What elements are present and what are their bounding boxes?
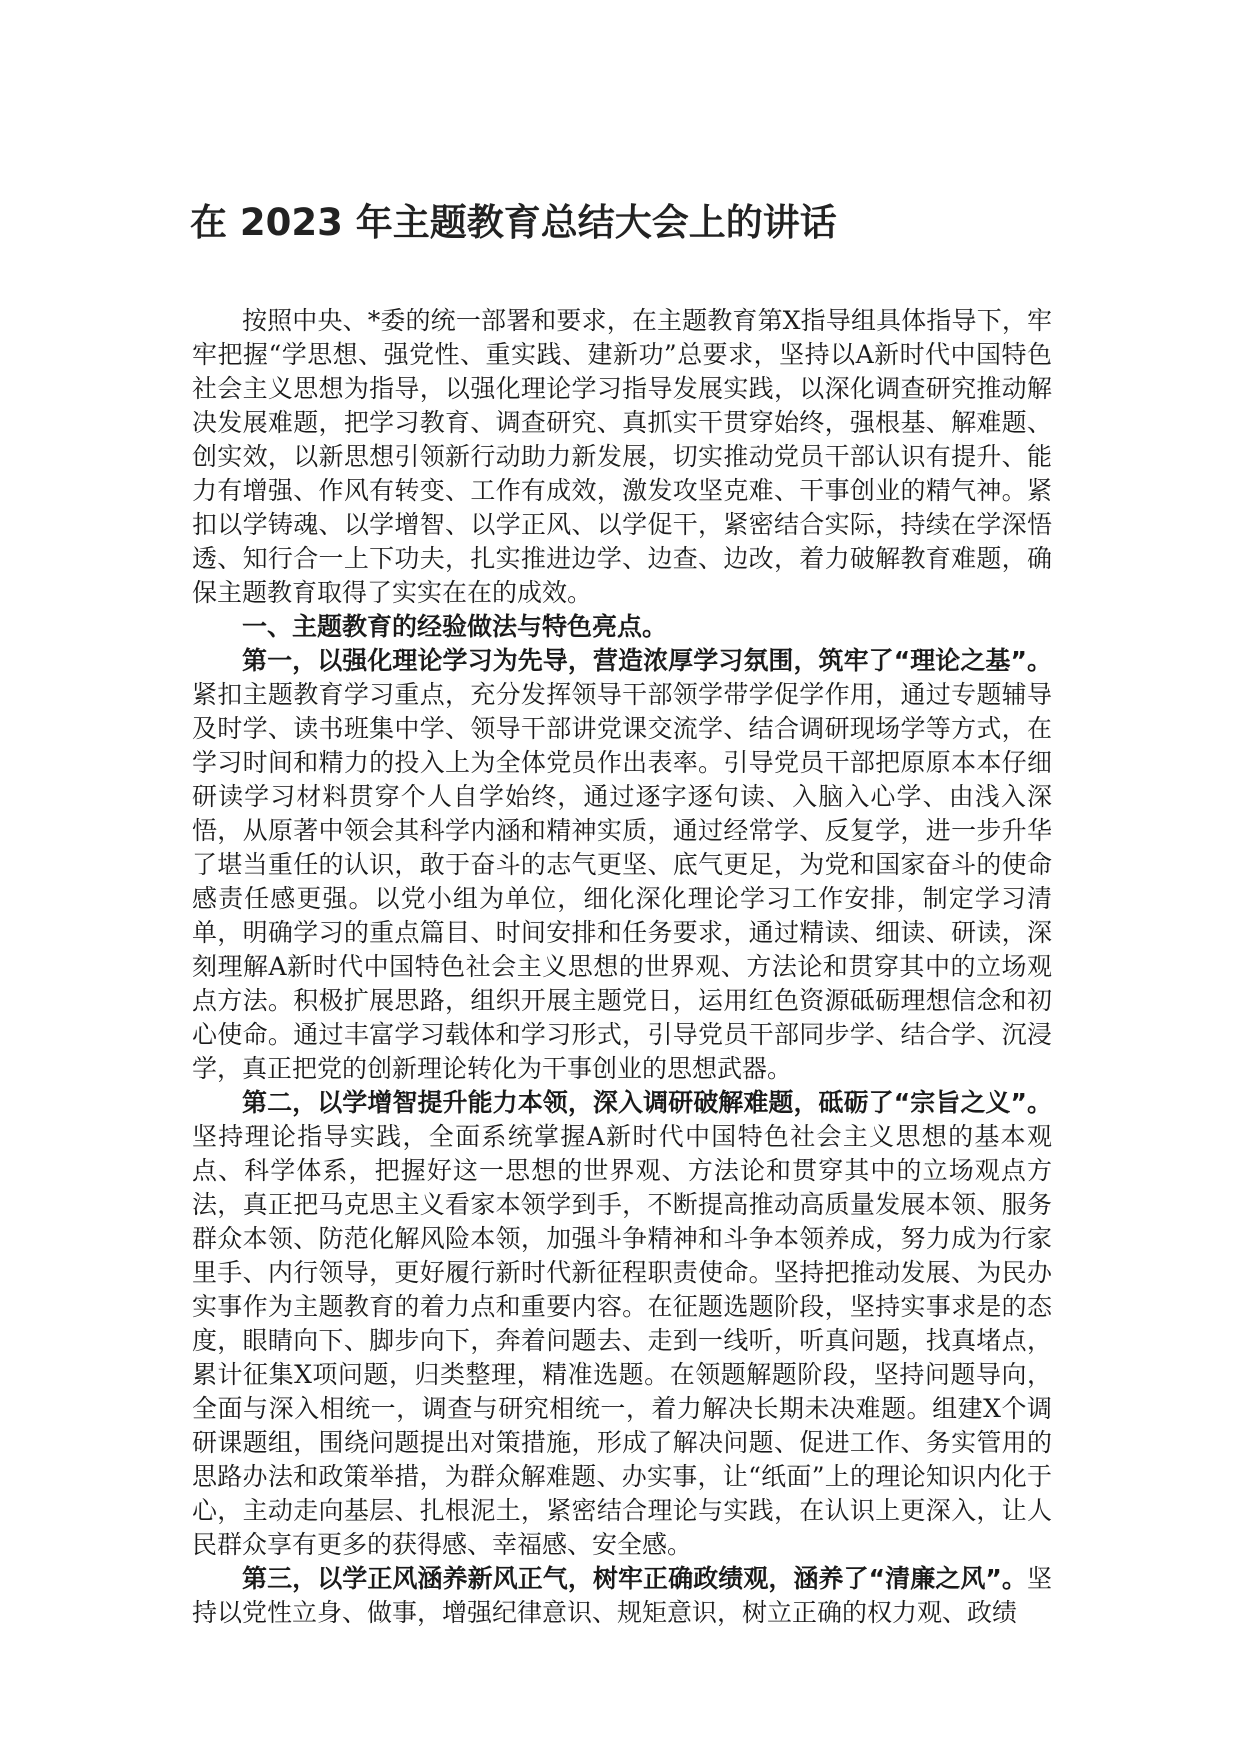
paragraph-3 bbox=[192, 1562, 1052, 1630]
intro-paragraph: 按照中央、*委的统一部署和要求，在主题教育第X指导组具体指导下，牢牢把握“学思想、强党性、重实践、建新功”总要求，坚持以A新时代中国特色社会主义思想为指导，以强化理论学习指导发展实践，以深化调查研究推动解决发展难题，把学习教育、调查研究、真抓实干贯穿始终，强根基、解难题、创实效，以新思想引领新行动助力新发展，切实推动党员干部认识有提升、能力有增强、作风有转变、工作有成效，激发攻坚克难、干事创业的精气神。紧扣以学铸魂、以学增智、以学正风、以学促干，紧密结合实际，持续在学深悟透、知行合一上下功夫，扎实推进边学、边查、边改，着力破解教育难题，确保主题教育取得了实实在在的成效。 bbox=[192, 306, 1052, 607]
paragraph-2-lead: 第二，以学增智提升能力本领，深入调研破解难题，砥砺了“宗旨之义”。 bbox=[242, 1088, 1052, 1117]
section-heading: 一、主题教育的经验做法与特色亮点。 bbox=[242, 612, 668, 641]
document-body bbox=[192, 304, 1052, 1630]
paragraph-1-lead: 第一，以强化理论学习为先导，营造浓厚学习氛围，筑牢了“理论之基”。 bbox=[242, 646, 1052, 675]
paragraph-3-body: 坚持以党性立身、做事，增强纪律意识、规矩意识，树立正确的权力观、政绩 bbox=[192, 1564, 1052, 1627]
paragraph-3-lead: 第三，以学正风涵养新风正气，树牢正确政绩观，涵养了“清廉之风”。 bbox=[242, 1564, 1027, 1593]
document-title: 在 2023 年主题教育总结大会上的讲话 bbox=[190, 201, 837, 244]
paragraph-2-body: 坚持理论指导实践，全面系统掌握A新时代中国特色社会主义思想的基本观点、科学体系，把握好这一思想的世界观、方法论和贯穿其中的立场观点方法，真正把马克思主义看家本领学到手，不断提高推动高质量发展本领、服务群众本领、防范化解风险本领，加强斗争精神和斗争本领养成，努力成为行家里手、内行领导，更好履行新时代新征程职责使命。坚持把推动发展、为民办实事作为主题教育的着力点和重要内容。在征题选题阶段，坚持实事求是的态度，眼睛向下、脚步向下，奔着问题去、走到一线听，听真问题，找真堵点，累计征集X项问题，归类整理，精准选题。在领题解题阶段，坚持问题导向，全面与深入相统一，调查与研究相统一，着力解决长期未决难题。组建X个调研课题组，围绕问题提出对策措施，形成了解决问题、促进工作、务实管用的思路办法和政策举措，为群众解难题、办实事，让“纸面”上的理论知识内化于心，主动走向基层、扎根泥土，紧密结合理论与实践，在认识上更深入，让人民群众享有更多的获得感、幸福感、安全感。 bbox=[192, 1122, 1052, 1559]
paragraph-2 bbox=[192, 1086, 1052, 1562]
paragraph-1 bbox=[192, 644, 1052, 1086]
paragraph-1-body: 紧扣主题教育学习重点，充分发挥领导干部领学带学促学作用，通过专题辅导及时学、读书班集中学、领导干部讲党课交流学、结合调研现场学等方式，在学习时间和精力的投入上为全体党员作出表率。引导党员干部把原原本本仔细研读学习材料贯穿个人自学始终，通过逐字逐句读、入脑入心学、由浅入深悟，从原著中领会其科学内涵和精神实质，通过经常学、反复学，进一步升华了堪当重任的认识，敢于奋斗的志气更坚、底气更足，为党和国家奋斗的使命感责任感更强。以党小组为单位，细化深化理论学习工作安排，制定学习清单，明确学习的重点篇目、时间安排和任务要求，通过精读、细读、研读，深刻理解A新时代中国特色社会主义思想的世界观、方法论和贯穿其中的立场观点方法。积极扩展思路，组织开展主题党日，运用红色资源砥砺理想信念和初心使命。通过丰富学习载体和学习形式，引导党员干部同步学、结合学、沉浸学，真正把党的创新理论转化为干事创业的思想武器。 bbox=[192, 680, 1052, 1083]
